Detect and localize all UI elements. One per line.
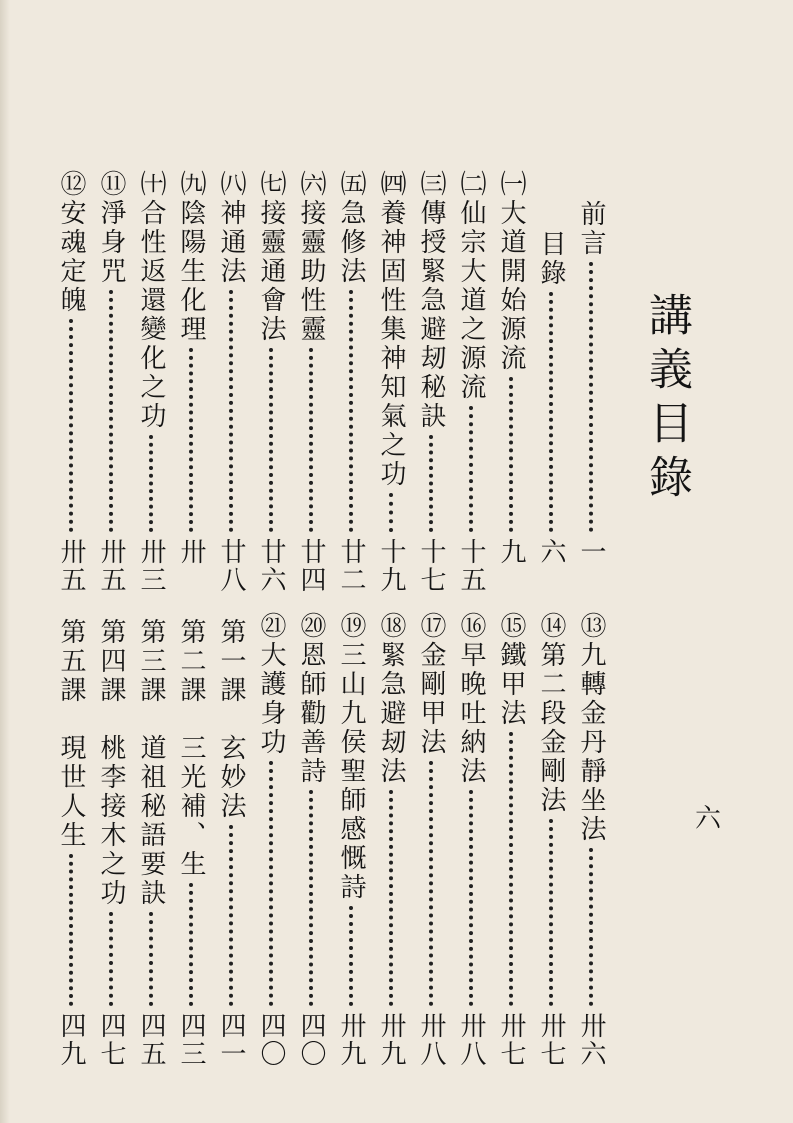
toc-entry-page: 卅六	[576, 1012, 606, 1068]
toc-entry	[298, 170, 328, 598]
toc-entry	[498, 170, 528, 598]
toc-entry-page: 四七	[96, 1012, 126, 1068]
toc-entry	[538, 230, 568, 598]
leader-dots	[189, 348, 193, 532]
toc-entry	[178, 170, 208, 598]
toc-entry-label: ㈤急修法	[336, 170, 366, 286]
toc-entry	[258, 170, 288, 598]
toc-entry-label: ⑲三山九侯聖師感慨詩	[336, 612, 366, 902]
leader-dots	[109, 290, 113, 532]
leader-dots	[389, 493, 393, 532]
toc-entry	[138, 170, 168, 598]
toc-entry-label: ⑭第二段金剛法	[536, 612, 566, 815]
leader-dots	[549, 819, 553, 1006]
toc-entry-page: 卅三	[136, 538, 166, 594]
toc-entry-label: 第一課 玄妙法	[216, 618, 246, 821]
toc-entry-label: ⑪淨身咒	[96, 170, 126, 286]
leader-dots	[389, 790, 393, 1006]
toc-entry-label: ㈠大道開始源流	[496, 170, 526, 373]
toc-entry	[458, 170, 488, 598]
toc-entry	[418, 612, 448, 1072]
toc-entry-page: 卅八	[416, 1012, 446, 1068]
toc-entry-page: 卅九	[376, 1012, 406, 1068]
toc-entry-label: ㉑大護身功	[256, 612, 286, 757]
toc-entry-label: 第四課 桃李接木之功	[96, 618, 126, 908]
toc-entry-label: ㈧神通法	[216, 170, 246, 286]
toc-entry	[378, 612, 408, 1072]
leader-dots	[149, 435, 153, 532]
toc-entry	[418, 170, 448, 598]
leader-dots	[349, 290, 353, 532]
leader-dots	[69, 319, 73, 532]
leader-dots	[269, 348, 273, 532]
leader-dots	[589, 262, 593, 532]
toc-entry-label: 第三課 道祖秘語要訣	[136, 618, 166, 908]
toc-entry	[538, 612, 568, 1072]
toc-entry	[218, 170, 248, 598]
toc-entry-label: 目錄	[536, 230, 566, 288]
leader-dots	[469, 406, 473, 532]
toc-entry-page: 卅	[176, 538, 206, 566]
toc-entry-page: 四三	[176, 1012, 206, 1068]
toc-entry-page: 廿二	[336, 538, 366, 594]
toc-entry-label: ㈩合性返還變化之功	[136, 170, 166, 431]
toc-entry-label: ⑰金剛甲法	[416, 612, 446, 757]
toc-entry-page: 十五	[456, 538, 486, 594]
toc-entry-page: 十九	[376, 538, 406, 594]
toc-entry-page: 四〇	[296, 1012, 326, 1068]
toc-entry-label: ㈡仙宗大道之源流	[456, 170, 486, 402]
toc-entry-page: 卅五	[96, 538, 126, 594]
toc-entry-page: 廿六	[256, 538, 286, 594]
toc-entry	[298, 612, 328, 1072]
toc-entry	[58, 170, 88, 598]
toc-entry	[178, 618, 208, 1072]
leader-dots	[109, 912, 113, 1006]
toc-entry-page: 卅八	[456, 1012, 486, 1068]
toc-entry	[338, 170, 368, 598]
leader-dots	[349, 906, 353, 1006]
toc-entry-page: 十七	[416, 538, 446, 594]
toc-entry	[498, 612, 528, 1072]
toc-entry-label: 第五課 現世人生	[56, 618, 86, 850]
leader-dots	[149, 912, 153, 1006]
toc-entry-page: 六	[536, 538, 566, 566]
toc-entry	[338, 612, 368, 1072]
toc-entry-label: ⑯早晚吐納法	[456, 612, 486, 786]
leader-dots	[469, 790, 473, 1006]
toc-entry-label: ㈨陰陽生化理	[176, 170, 206, 344]
toc-entry	[378, 170, 408, 598]
toc-entry	[578, 612, 608, 1072]
toc-entry-label: 前言	[576, 200, 606, 258]
toc-entry-label: ⑬九轉金丹靜坐法	[576, 612, 606, 844]
toc-entry	[258, 612, 288, 1072]
leader-dots	[509, 377, 513, 532]
toc-entry-page: 四〇	[256, 1012, 286, 1068]
toc-entry-page: 卅九	[336, 1012, 366, 1068]
toc-entry-page: 卅七	[496, 1012, 526, 1068]
toc-entry-page: 四九	[56, 1012, 86, 1068]
leader-dots	[69, 854, 73, 1006]
leader-dots	[309, 790, 313, 1006]
toc-entry-label: ⑳恩師勸善詩	[296, 612, 326, 786]
binding-edge	[0, 0, 10, 1123]
leader-dots	[269, 761, 273, 1006]
toc-entry	[58, 618, 88, 1072]
leader-dots	[589, 848, 593, 1006]
toc-entry-page: 九	[496, 538, 526, 566]
leader-dots	[429, 761, 433, 1006]
toc-entry-label: ⑫安魂定魄	[56, 170, 86, 315]
leader-dots	[429, 435, 433, 532]
toc-entry	[218, 618, 248, 1072]
leader-dots	[229, 825, 233, 1006]
toc-entry-label: ㈢傳授緊急避刼秘訣	[416, 170, 446, 431]
toc-entry-label: ㈦接靈通會法	[256, 170, 286, 344]
toc-entry	[98, 170, 128, 598]
toc-entry	[458, 612, 488, 1072]
toc-entry-page: 卅七	[536, 1012, 566, 1068]
toc-entry-page: 卅五	[56, 538, 86, 594]
leader-dots	[229, 290, 233, 532]
toc-entry-label: 第二課 三光補、生	[176, 618, 206, 879]
leader-dots	[509, 732, 513, 1006]
toc-entry-label: ⑮鐵甲法	[496, 612, 526, 728]
toc-entry-page: 廿八	[216, 538, 246, 594]
leader-dots	[189, 883, 193, 1006]
toc-entry-label: ㈥接靈助性靈	[296, 170, 326, 344]
leader-dots	[549, 292, 553, 532]
toc-entry-page: 一	[576, 538, 606, 566]
toc-entry-page: 四五	[136, 1012, 166, 1068]
leader-dots	[309, 348, 313, 532]
toc-entry	[138, 618, 168, 1072]
toc-entry-page: 廿四	[296, 538, 326, 594]
toc-entry-label: ⑱緊急避刼法	[376, 612, 406, 786]
page-number: 六	[695, 804, 722, 834]
toc-entry-label: ㈣養神固性集神知氣之功	[376, 170, 406, 489]
page-title: 講義目錄	[641, 292, 692, 508]
toc-entry-page: 四一	[216, 1012, 246, 1068]
toc-entry	[578, 200, 608, 598]
toc-entry	[98, 618, 128, 1072]
